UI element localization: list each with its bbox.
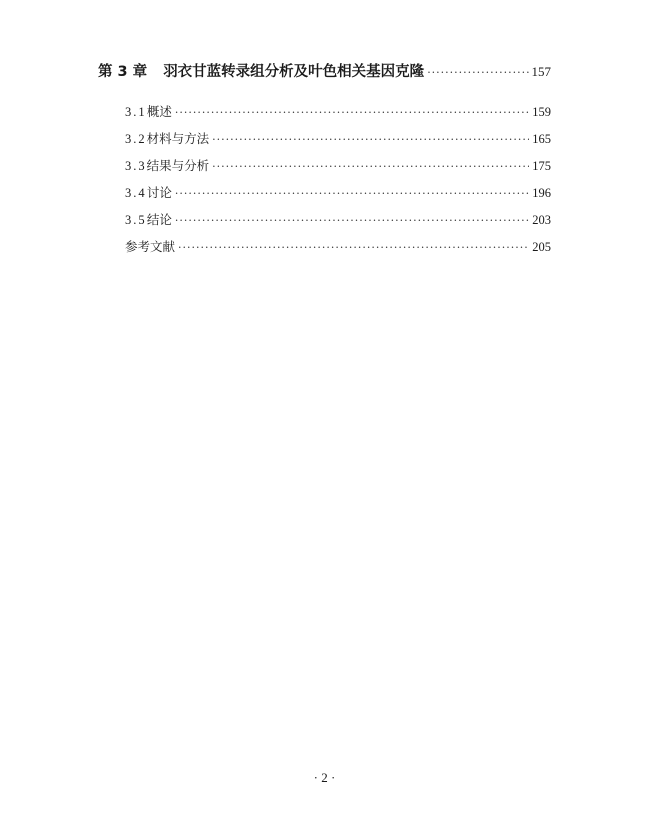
- leader-dots: [178, 241, 529, 254]
- toc-chapter-entry[interactable]: [98, 60, 551, 81]
- chapter-title: 羽衣甘蓝转录组分析及叶色相关基因克隆: [163, 64, 425, 80]
- references-page-number: 205: [532, 240, 551, 254]
- leader-dots: [427, 66, 528, 79]
- toc-section-entry[interactable]: [125, 129, 551, 147]
- toc-section-entry[interactable]: [125, 102, 551, 120]
- leader-dots: [175, 187, 529, 200]
- section-title: 讨论: [146, 185, 172, 200]
- chapter-number: 第 3 章: [98, 64, 148, 80]
- section-page-number: 175: [532, 159, 551, 173]
- section-title: 概述: [146, 104, 172, 119]
- leader-dots: [175, 106, 529, 119]
- toc-section-entry[interactable]: [125, 210, 551, 228]
- leader-dots: [212, 133, 529, 146]
- section-number: 3.1: [125, 105, 147, 119]
- toc-section-entry[interactable]: [125, 156, 551, 174]
- section-title: 材料与方法: [146, 131, 210, 146]
- toc-references-entry[interactable]: [125, 237, 551, 255]
- section-number: 3.4: [125, 186, 147, 200]
- page-footer-number: · 2 ·: [313, 770, 336, 785]
- toc-section-entry[interactable]: [125, 183, 551, 201]
- section-page-number: 165: [532, 132, 551, 146]
- section-title: 结果与分析: [146, 158, 210, 173]
- section-number: 3.2: [125, 132, 147, 146]
- leader-dots: [212, 160, 529, 173]
- section-title: 结论: [146, 212, 172, 227]
- section-page-number: 159: [532, 105, 551, 119]
- chapter-page-number: 157: [531, 64, 551, 79]
- leader-dots: [175, 214, 529, 227]
- section-number: 3.5: [125, 213, 147, 227]
- section-number: 3.3: [125, 159, 147, 173]
- section-page-number: 196: [532, 186, 551, 200]
- section-page-number: 203: [532, 213, 551, 227]
- references-title: 参考文献: [125, 239, 176, 254]
